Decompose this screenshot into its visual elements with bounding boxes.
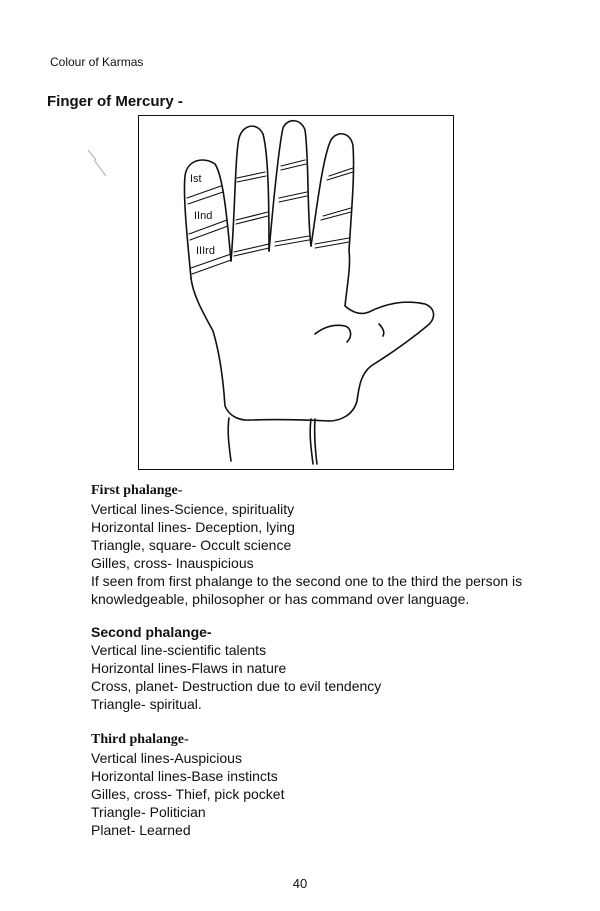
third-phalange-line: Planet- Learned [91, 822, 191, 838]
palm-to-thumb-outline [329, 251, 434, 421]
third-phalange-line: Vertical lines-Auspicious [91, 750, 242, 766]
second-phalange-line: Cross, planet- Destruction due to evil tendency [91, 678, 382, 694]
phalange-label-third: IIIrd [196, 245, 215, 257]
hand-diagram-figure [138, 115, 454, 470]
first-phalange-note: If seen from first phalange to the second one to the third the person is knowledgeable, philosopher or has command over language. [91, 573, 523, 607]
palm-left-outline [191, 278, 329, 421]
first-phalange-line: Gilles, cross- Inauspicious [91, 555, 254, 571]
index-finger-outline [311, 134, 354, 251]
third-phalange-line: Triangle- Politician [91, 804, 206, 820]
ring-finger-outline [231, 126, 269, 261]
second-phalange-section [91, 623, 581, 713]
second-phalange-line: Vertical line-scientific talents [91, 642, 267, 658]
section-title: Finger of Mercury - [47, 93, 183, 110]
first-phalange-line: Triangle, square- Occult science [91, 537, 292, 553]
thumb-crease [315, 325, 351, 342]
second-phalange-line: Triangle- spiritual. [91, 696, 202, 712]
wrist-left [228, 418, 231, 461]
first-phalange-line: Horizontal lines- Deception, lying [91, 519, 295, 535]
hand-drawing [139, 116, 452, 468]
first-phalange-line: Vertical lines-Science, spirituality [91, 501, 295, 517]
phalange-label-first: Ist [190, 173, 202, 185]
third-phalange-heading: Third phalange- [91, 732, 189, 747]
middle-finger-outline [269, 121, 311, 251]
first-phalange-heading: First phalange- [91, 483, 183, 498]
phalange-label-second: IInd [194, 210, 213, 222]
third-phalange-line: Gilles, cross- Thief, pick pocket [91, 786, 285, 802]
second-phalange-heading: Second phalange- [91, 624, 212, 640]
second-phalange-line: Horizontal lines-Flaws in nature [91, 660, 287, 676]
page-number: 40 [292, 876, 308, 891]
third-phalange-line: Horizontal lines-Base instincts [91, 768, 278, 784]
running-header: Colour of Karmas [50, 55, 144, 69]
wrist-right [310, 419, 313, 464]
first-phalange-section [91, 482, 581, 608]
third-phalange-section [91, 731, 581, 839]
stray-pen-mark [86, 148, 110, 178]
